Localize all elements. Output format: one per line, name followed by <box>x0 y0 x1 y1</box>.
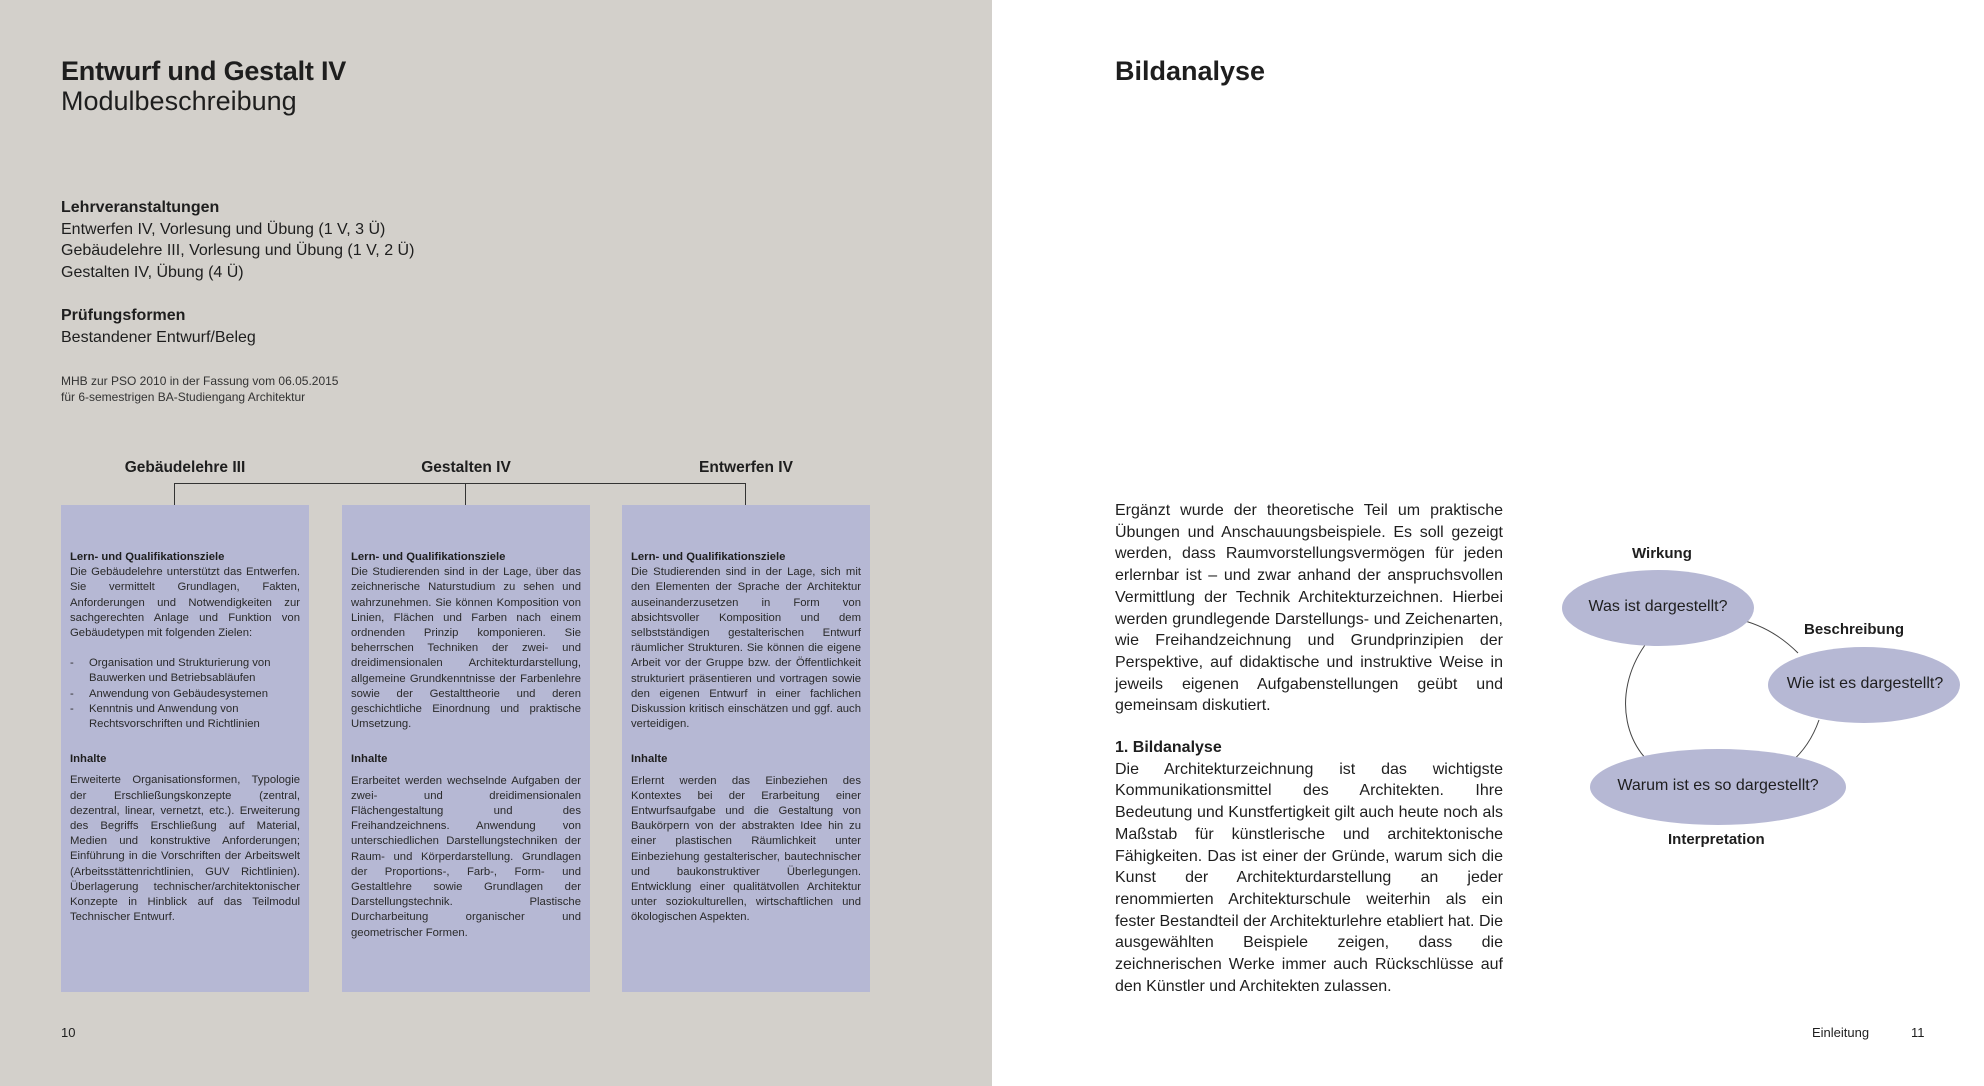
page-number-left: 10 <box>61 1025 76 1040</box>
content-heading: Inhalte <box>351 753 388 766</box>
column-label-entwerfen: Entwerfen IV <box>699 459 793 476</box>
tree-branch <box>745 483 746 505</box>
goals-text: Die Gebäudelehre unterstützt das Entwerfen. Sie vermittelt Grundlagen, Fakten, Anforderungen und Notwendigkeiten zur sachgerechten Anlage und Funktion von Gebäudetypen mit folgenden Zielen: <box>70 566 300 640</box>
section-paragraph: Die Architekturzeichnung ist das wichtigste Kommunikationsmittel des Architekten. Ihre Bedeutung und Kunstfertigkeit gilt auch heute noch als Maßstab für künstlerische und architektonische Fähigkeiten. Das ist einer der Gründe, warum sich die Kunst der Architekturdarstellung an jeder renommierten Architekturschule weiterhin als ein fester Bestandteil der Architekturlehre etabliert hat. Die ausgewählten Beispiele zeigen, dass die zeichnerischen Werke immer auch Rückschlüsse auf den Künstler und Architekten zulassen. <box>1115 760 1503 995</box>
meta-line: MHB zur PSO 2010 in der Fassung vom 06.05.2015 <box>61 374 339 388</box>
cycle-svg <box>1540 535 1960 865</box>
courses-heading: Lehrveranstaltungen <box>61 199 220 216</box>
exam-section <box>61 305 256 348</box>
column-label-gestalten: Gestalten IV <box>421 459 511 476</box>
content-text: Erlernt werden das Einbeziehen des Kontextes bei der Erarbeitung einer Entwurfsaufgabe und die Gestaltung von Baukörpern von der abstrakten Idee hin zu einer plastischen Räumlichkeit unter Einbeziehung gestalterischer, bautechnischer und baukonstruktiver Überlegungen. Entwicklung einer qualitätvollen Architektur unter soziokulturellen, wirtschaftlichen und ökologischen Aspekten. <box>631 774 861 924</box>
module-box-gebaeudelehre <box>61 505 309 992</box>
list-item: - Organisation und Strukturierung von Bauwerken und Betriebsabläufen <box>70 656 300 686</box>
analysis-cycle-diagram <box>1540 535 1960 865</box>
list-item: - Anwendung von Gebäudesystemen <box>70 687 300 702</box>
intro-paragraph: Ergänzt wurde der theoretische Teil um praktische Übungen und Anschauungsbeispiele. Es soll gezeigt werden, dass Raumvorstellungsvermögen für jeden erlernbar ist – und zwar anhand der anspruchsvollen Vermittlung der Technik Architekturzeichnen. Hierbei werden grundlegende Darstellungs- und Zeichenarten, wie Freihandzeichnung und Grundprinzipien der Perspektive, auf didaktische und instruktive Weise in jeweils eigenen Aufgabenstellungen geübt und gemeinsam diskutiert. <box>1115 502 1503 715</box>
goals-text: Die Studierenden sind in der Lage, sich mit den Elementen der Sprache der Architektur auseinanderzusetzen in Form von absichtsvoller Komposition und dem selbstständigen gestalterischen Entwurf räumlicher Strukturen. Sie können die eigene Arbeit vor der Gruppe bzw. der Öffentlichkeit strukturiert präsentieren und vortragen sowie den eigenen Entwurf in einer fachlichen Diskussion kritisch einschätzen und ggf. auch verteidigen. <box>631 566 861 731</box>
exam-text: Bestandener Entwurf/Beleg <box>61 328 256 346</box>
cycle-arc-top <box>1737 619 1798 653</box>
content-heading: Inhalte <box>631 753 668 766</box>
goals-heading: Lern- und Qualifikationsziele <box>351 551 506 563</box>
course-item: Gestalten IV, Übung (4 Ü) <box>61 263 244 281</box>
courses-section <box>61 197 414 283</box>
module-title: Entwurf und Gestalt IV <box>61 56 347 86</box>
course-item: Entwerfen IV, Vorlesung und Übung (1 V, 3 Ü) <box>61 220 386 238</box>
list-item: - Kenntnis und Anwendung von Rechtsvorschriften und Richtlinien <box>70 702 300 732</box>
page-title: Bildanalyse <box>1115 56 1266 86</box>
tree-branch <box>465 483 466 505</box>
module-meta <box>61 374 338 405</box>
course-item: Gebäudelehre III, Vorlesung und Übung (1 V, 2 Ü) <box>61 242 415 259</box>
goals-list <box>70 656 300 732</box>
module-subtitle: Modulbeschreibung <box>61 86 297 116</box>
bubble-text-warum: Warum ist es so dargestellt? <box>1617 777 1819 794</box>
goals-text: Die Studierenden sind in der Lage, über das zeichnerische Naturstudium zu sehen und wahrzunehmen. Sie können Komposition von Linien, Flächen und Farben nach einem ordnenden Prinzip komponieren. Sie beherrschen Techniken der zwei- und dreidimensionalen Architekturdarstellung, allgemeine Grundkenntnisse der Farbenlehre sowie der Gestalttheorie und deren geschichtliche Einordnung und praktische Umsetzung. <box>351 566 581 731</box>
goals-heading: Lern- und Qualifikationsziele <box>70 551 225 563</box>
diagram-label-interpretation: Interpretation <box>1668 831 1765 848</box>
meta-line: für 6-semestrigen BA-Studiengang Architektur <box>61 389 306 404</box>
diagram-label-wirkung: Wirkung <box>1632 545 1692 562</box>
module-box-gestalten <box>342 505 590 992</box>
content-text: Erweiterte Organisationsformen, Typologie der Erschließungskonzepte (zentral, dezentral, linear, vernetzt, etc.). Erweiterung des Begriffs Erschließung auf Material, Medien und konstruktive Anforderungen; Einführung in die Vorschriften der Arbeitswelt (Arbeitsstättenrichtlinien, GUV Richtlinien). Überlagerung technischer/architektonischer Konzepte in Hinblick auf das Teilmodul Technischer Entwurf. <box>70 774 300 924</box>
section-heading: 1. Bildanalyse <box>1115 739 1222 757</box>
module-box-entwerfen <box>622 505 870 992</box>
exam-heading: Prüfungsformen <box>61 307 186 324</box>
body-text <box>1115 500 1503 997</box>
diagram-label-beschreibung: Beschreibung <box>1804 621 1905 638</box>
page-number-right: 11 <box>1911 1025 1925 1040</box>
footer-section-label: Einleitung <box>1812 1025 1870 1040</box>
content-heading: Inhalte <box>70 753 107 766</box>
tree-branch <box>174 483 175 505</box>
column-label-gebaeudelehre: Gebäudelehre III <box>124 459 246 476</box>
content-text: Erarbeitet werden wechselnde Aufgaben der zwei- und dreidimensionalen Flächengestaltung und des Freihandzeichnens. Anwendung von unterschiedlichen Darstellungstechniken der Raum- und Körperdarstellung. Grundlagen der Proportions-, Farb-, Form- und Gestaltlehre sowie Grundlagen der Darstellungstechnik. Plastische Durcharbeitung organischer und geometrischer Formen. <box>351 774 581 939</box>
bubble-text-wie: Wie ist es dargestellt? <box>1786 675 1944 692</box>
goals-heading: Lern- und Qualifikationsziele <box>631 551 786 563</box>
bubble-text-was: Was ist dargestellt? <box>1588 598 1728 615</box>
tree-connector <box>174 483 746 484</box>
